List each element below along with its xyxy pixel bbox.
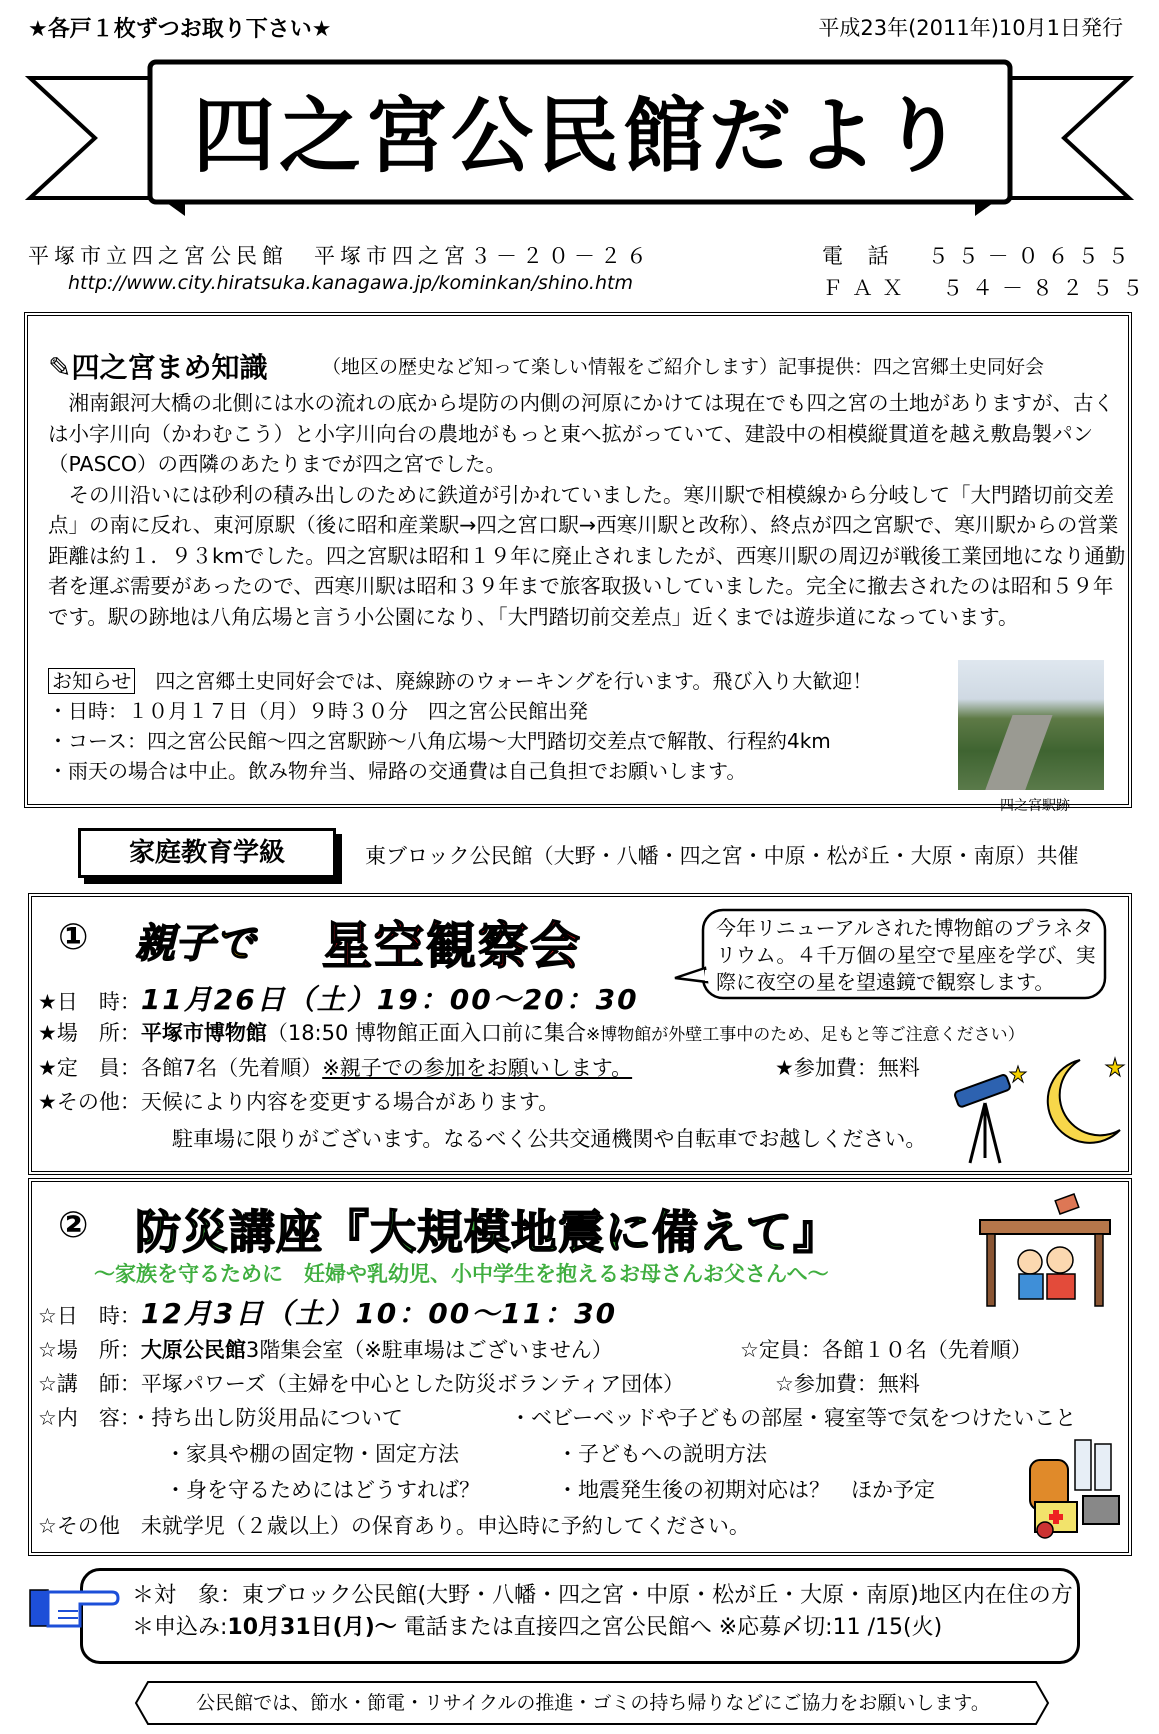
event2-content-6: ・地震発生後の初期対応は？ ほか予定 <box>557 1478 935 1502</box>
event2-date-value: 12月3日（土）10：00～11：30 <box>140 1297 618 1330</box>
event2-content-label: ☆内 容： <box>38 1406 131 1430</box>
event1-prefix: 親子で <box>135 921 255 967</box>
cohost-text: 東ブロック公民館（大野・八幡・四之宮・中原・松が丘・大原・南原）共催 <box>365 844 1079 868</box>
event2-date-row <box>38 1297 618 1330</box>
event1-other-2: 駐車場に限りがございます。なるべく公共交通機関や自転車でお越しください。 <box>172 1127 927 1151</box>
telephone: 電 話 ５５－０６５５ <box>822 244 1138 268</box>
application-info <box>132 1610 942 1641</box>
event1-place-name: 平塚市博物館 <box>140 1021 267 1045</box>
event1-capacity-label: ★定 員： <box>38 1056 141 1080</box>
event1-fee: ★参加費：無料 <box>775 1056 920 1080</box>
event2-date-label: ☆日 時： <box>38 1304 141 1328</box>
fax: ＦＡＸ ５４－８２５５ <box>822 276 1152 300</box>
event2-lecturer-label: ☆講 師： <box>38 1372 141 1396</box>
event1-other-label: ★その他： <box>38 1090 141 1114</box>
trivia-body <box>48 388 1128 632</box>
event2-lecturer-row <box>38 1370 684 1398</box>
event2-content-5: ・身を守るためにはどうすれば？ <box>165 1478 480 1502</box>
issue-date: 平成23年(2011年)10月1日発行 <box>818 16 1123 40</box>
newsletter-title: 四之宮公民館だより <box>192 89 967 184</box>
station-ruins-photo <box>958 660 1104 790</box>
crescent-moon-icon <box>1040 1050 1130 1160</box>
apply-label: ＊申込み: <box>132 1615 228 1640</box>
event1-other-1: 天候により内容を変更する場合があります。 <box>140 1090 560 1114</box>
event2-content-row <box>38 1404 403 1432</box>
emergency-supplies-icon <box>1025 1430 1125 1540</box>
event2-content-1: ・持ち出し防災用品について <box>130 1406 403 1430</box>
notice-text: 四之宮郷土史同好会では、廃線跡のウォーキングを行います。飛び入り大歓迎！ <box>135 669 873 693</box>
distribution-notice: ★各戸１枚ずつお取り下さい★ <box>28 17 332 42</box>
event1-capacity-value: 各館7名（先着順） <box>140 1056 323 1080</box>
under-table-icon <box>975 1192 1115 1312</box>
event2-content-4: ・子どもへの説明方法 <box>557 1442 767 1466</box>
event2-place-detail: 3階集会室（※駐車場はございません） <box>245 1338 613 1362</box>
event1-place-detail: （18:50 博物館正面入口前に集合 <box>266 1021 587 1045</box>
event2-place-name: 大原公民館 <box>140 1338 246 1362</box>
event1-date-row <box>38 983 639 1016</box>
event1-title: 星空観察会 <box>322 917 582 975</box>
event2-place-label: ☆場 所： <box>38 1338 141 1362</box>
planetarium-description: 今年リニューアルされた博物館のプラネタリウム。４千万個の星空で星座を学び、実際に夜空の星を望遠鏡で観察します。 <box>716 916 1096 994</box>
notice-course: ・コース：四之宮公民館～四之宮駅跡～八角広場～大門踏切交差点で解散、行程約4km <box>48 729 831 753</box>
event1-place-label: ★場 所： <box>38 1021 141 1045</box>
event1-place-row <box>38 1019 1025 1049</box>
trivia-title: ✎四之宮まめ知識 <box>48 351 268 384</box>
trivia-subtitle: （地区の歴史など知って楽しい情報をご紹介します）記事提供：四之宮郷土史同好会 <box>322 356 1045 378</box>
pointing-hand-icon <box>30 1578 120 1632</box>
trivia-paragraph-2: その川沿いには砂利の積み出しのために鉄道が引かれていました。寒川駅で相模線から分岐して「大門踏切前交差点」の南に反れ、東河原駅（後に昭和産業駅→四之宮口駅→西寒川駅と改称）、終点が四之宮駅で、寒川駅からの営業距離は約１．９３kmでした。四之宮駅は昭和１９年に廃止されましたが、西寒川駅の周辺が戦後工業団地になり通勤者を運ぶ需要があったので、西寒川駅は昭和３９年まで旅客取扱いしていました。完全に撤去されたのは昭和５９年です。駅の跡地は八角広場と言う小公園になり、「大門踏切前交差点」近くまでは遊歩道になっています。 <box>48 482 1126 629</box>
event2-place-row <box>38 1336 613 1364</box>
address-line: 平塚市立四之宮公民館 平塚市四之宮３－２０－２６ <box>28 244 652 268</box>
event2-content-2: ・ベビーベッドや子どもの部屋・寝室等で気をつけたいこと <box>510 1406 1077 1430</box>
event1-capacity-note: ※親子での参加をお願いします。 <box>322 1056 633 1080</box>
event1-place-note: ※博物館が外壁工事中のため、足もと等ご注意ください） <box>586 1025 1025 1045</box>
event2-title: 防災講座『大規模地震に備えて』 <box>135 1205 840 1259</box>
notice-rain: ・雨天の場合は中止。飲み物弁当、帰路の交通費は自己負担でお願いします。 <box>48 759 747 783</box>
event1-date-value: 11月26日（土）19：00～20：30 <box>140 983 639 1016</box>
event1-capacity-row <box>38 1054 632 1082</box>
event1-other-row <box>38 1088 559 1116</box>
event2-lecturer-value: 平塚パワーズ（主婦を中心とした防災ボランティア団体） <box>140 1372 685 1396</box>
event2-content-3: ・家具や棚の固定物・固定方法 <box>165 1442 459 1466</box>
website-url[interactable]: http://www.city.hiratsuka.kanagawa.jp/kominkan/shino.htm <box>68 272 633 294</box>
family-education-tab: 家庭教育学級 <box>78 828 336 878</box>
photo-path-shape <box>983 715 1052 790</box>
event2-other: ☆その他 未就学児（２歳以上）の保育あり。申込時に予約してください。 <box>38 1514 750 1538</box>
apply-date: 10月31日(月)～ <box>227 1615 397 1640</box>
walking-notice <box>48 666 872 786</box>
trivia-paragraph-1: 湘南銀河大橋の北側には水の流れの底から堤防の内側の河原にかけては現在でも四之宮の土地がありますが、古くは小字川向（かわむこう）と小字川向台の農地がもっと東へ拡がっていて、建設中の相模縦貫道を越え敷島製パン（PASCO）の西隣のあたりまでが四之宮でした。 <box>48 391 1114 476</box>
event2-subtitle: ～家族を守るために 妊婦や乳幼児、小中学生を抱えるお母さんお父さんへ～ <box>94 1262 829 1286</box>
target-audience: ＊対 象：東ブロック公民館(大野・八幡・四之宮・中原・松が丘・大原・南原)地区内在住の方 <box>132 1583 1073 1608</box>
event1-number: ① <box>58 917 89 958</box>
notice-date: ・日時：１０月１７日（月）９時３０分 四之宮公民館出発 <box>48 699 588 723</box>
photo-caption: 四之宮駅跡 <box>1000 798 1070 814</box>
event2-fee: ☆参加費：無料 <box>775 1372 920 1396</box>
event2-capacity: ☆定員：各館１０名（先着順） <box>740 1338 1032 1362</box>
telescope-icon <box>950 1058 1030 1168</box>
event1-date-label: ★日 時： <box>38 990 141 1014</box>
footer-message: 公民館では、節水・節電・リサイクルの推進・ゴミの持ち帰りなどにご協力をお願いします。 <box>196 1692 990 1714</box>
notice-headline <box>48 666 872 696</box>
event2-number: ② <box>58 1205 89 1246</box>
notice-tag: お知らせ <box>48 668 135 694</box>
apply-detail: 電話または直接四之宮公民館へ ※応募〆切:11 /15(火) <box>396 1615 943 1640</box>
